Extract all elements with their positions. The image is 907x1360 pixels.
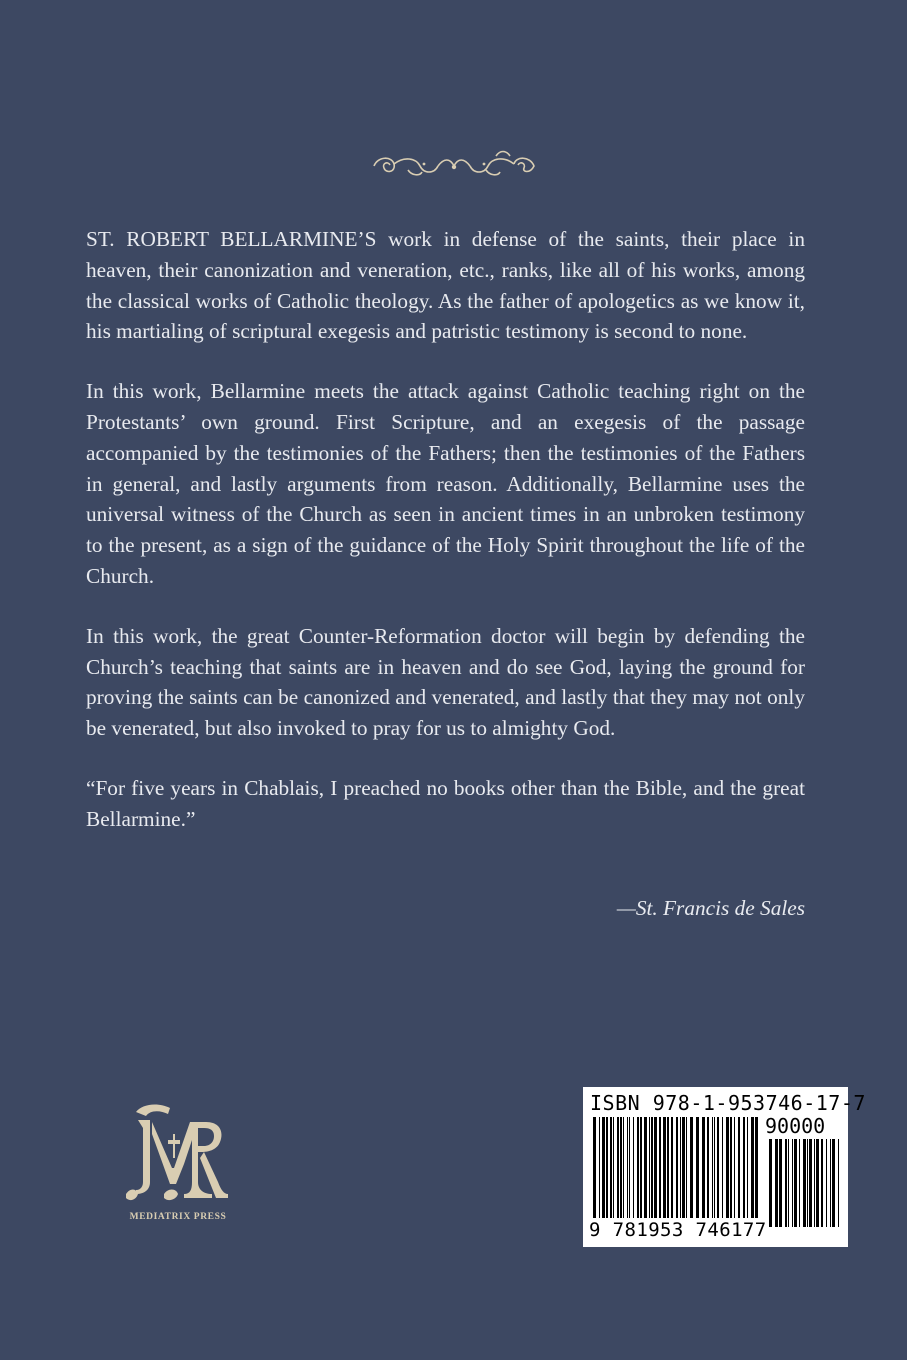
description-paragraph: ST. ROBERT BELLARMINE’S work in defense of the saints, their place in heaven, their canonization and veneration, etc., ranks, like all of his works, among the classical works of Catholic theology. As the father of apologetics as we know it, his martialing of scriptural exegesis and patristic testimony is second to none. xyxy=(86,227,805,344)
description-paragraph: In this work, Bellarmine meets the attack against Catholic teaching right on the Protestants’ own ground. First Scripture, and an exegesis of the passage accompanied by the testimonies of the Fathers; then the testimonies of the Fathers in general, and lastly arguments from reason. Additionally, Bellarmine uses the universal witness of the Church as seen in ancient times in an unbroken testimony to the present, as a sign of the guidance of the Holy Spirit throughout the life of the Church. xyxy=(86,379,805,588)
mr-monogram-icon xyxy=(124,1098,230,1206)
isbn-label: ISBN 978-1-953746-17-7 xyxy=(590,1091,866,1115)
publisher-logo xyxy=(110,1098,240,1228)
isbn-barcode xyxy=(583,1087,866,1247)
price-code: 90000 xyxy=(765,1114,826,1138)
publisher-name: MEDIATRIX PRESS xyxy=(129,1212,227,1222)
barcode-bars-main xyxy=(593,1117,759,1218)
description-text xyxy=(86,224,805,835)
barcode-bars-addon xyxy=(769,1139,839,1227)
description-paragraph: In this work, the great Counter-Reformation doctor will begin by defending the Church’s teaching that saints are in heaven and do see God, laying the ground for proving the saints can be canonized and venerated, and lastly that they may not only be venerated, but also invoked to pray for us to almighty God. xyxy=(86,623,805,741)
quote-text: “For five years in Chablais, I preached no books other than the Bible, and the great Bellarmine.” xyxy=(86,775,805,831)
ornament-divider-icon xyxy=(364,146,544,186)
barcode-digits: 9 781953 746177 xyxy=(589,1219,767,1241)
quote-attribution: —St. Francis de Sales xyxy=(616,896,805,920)
